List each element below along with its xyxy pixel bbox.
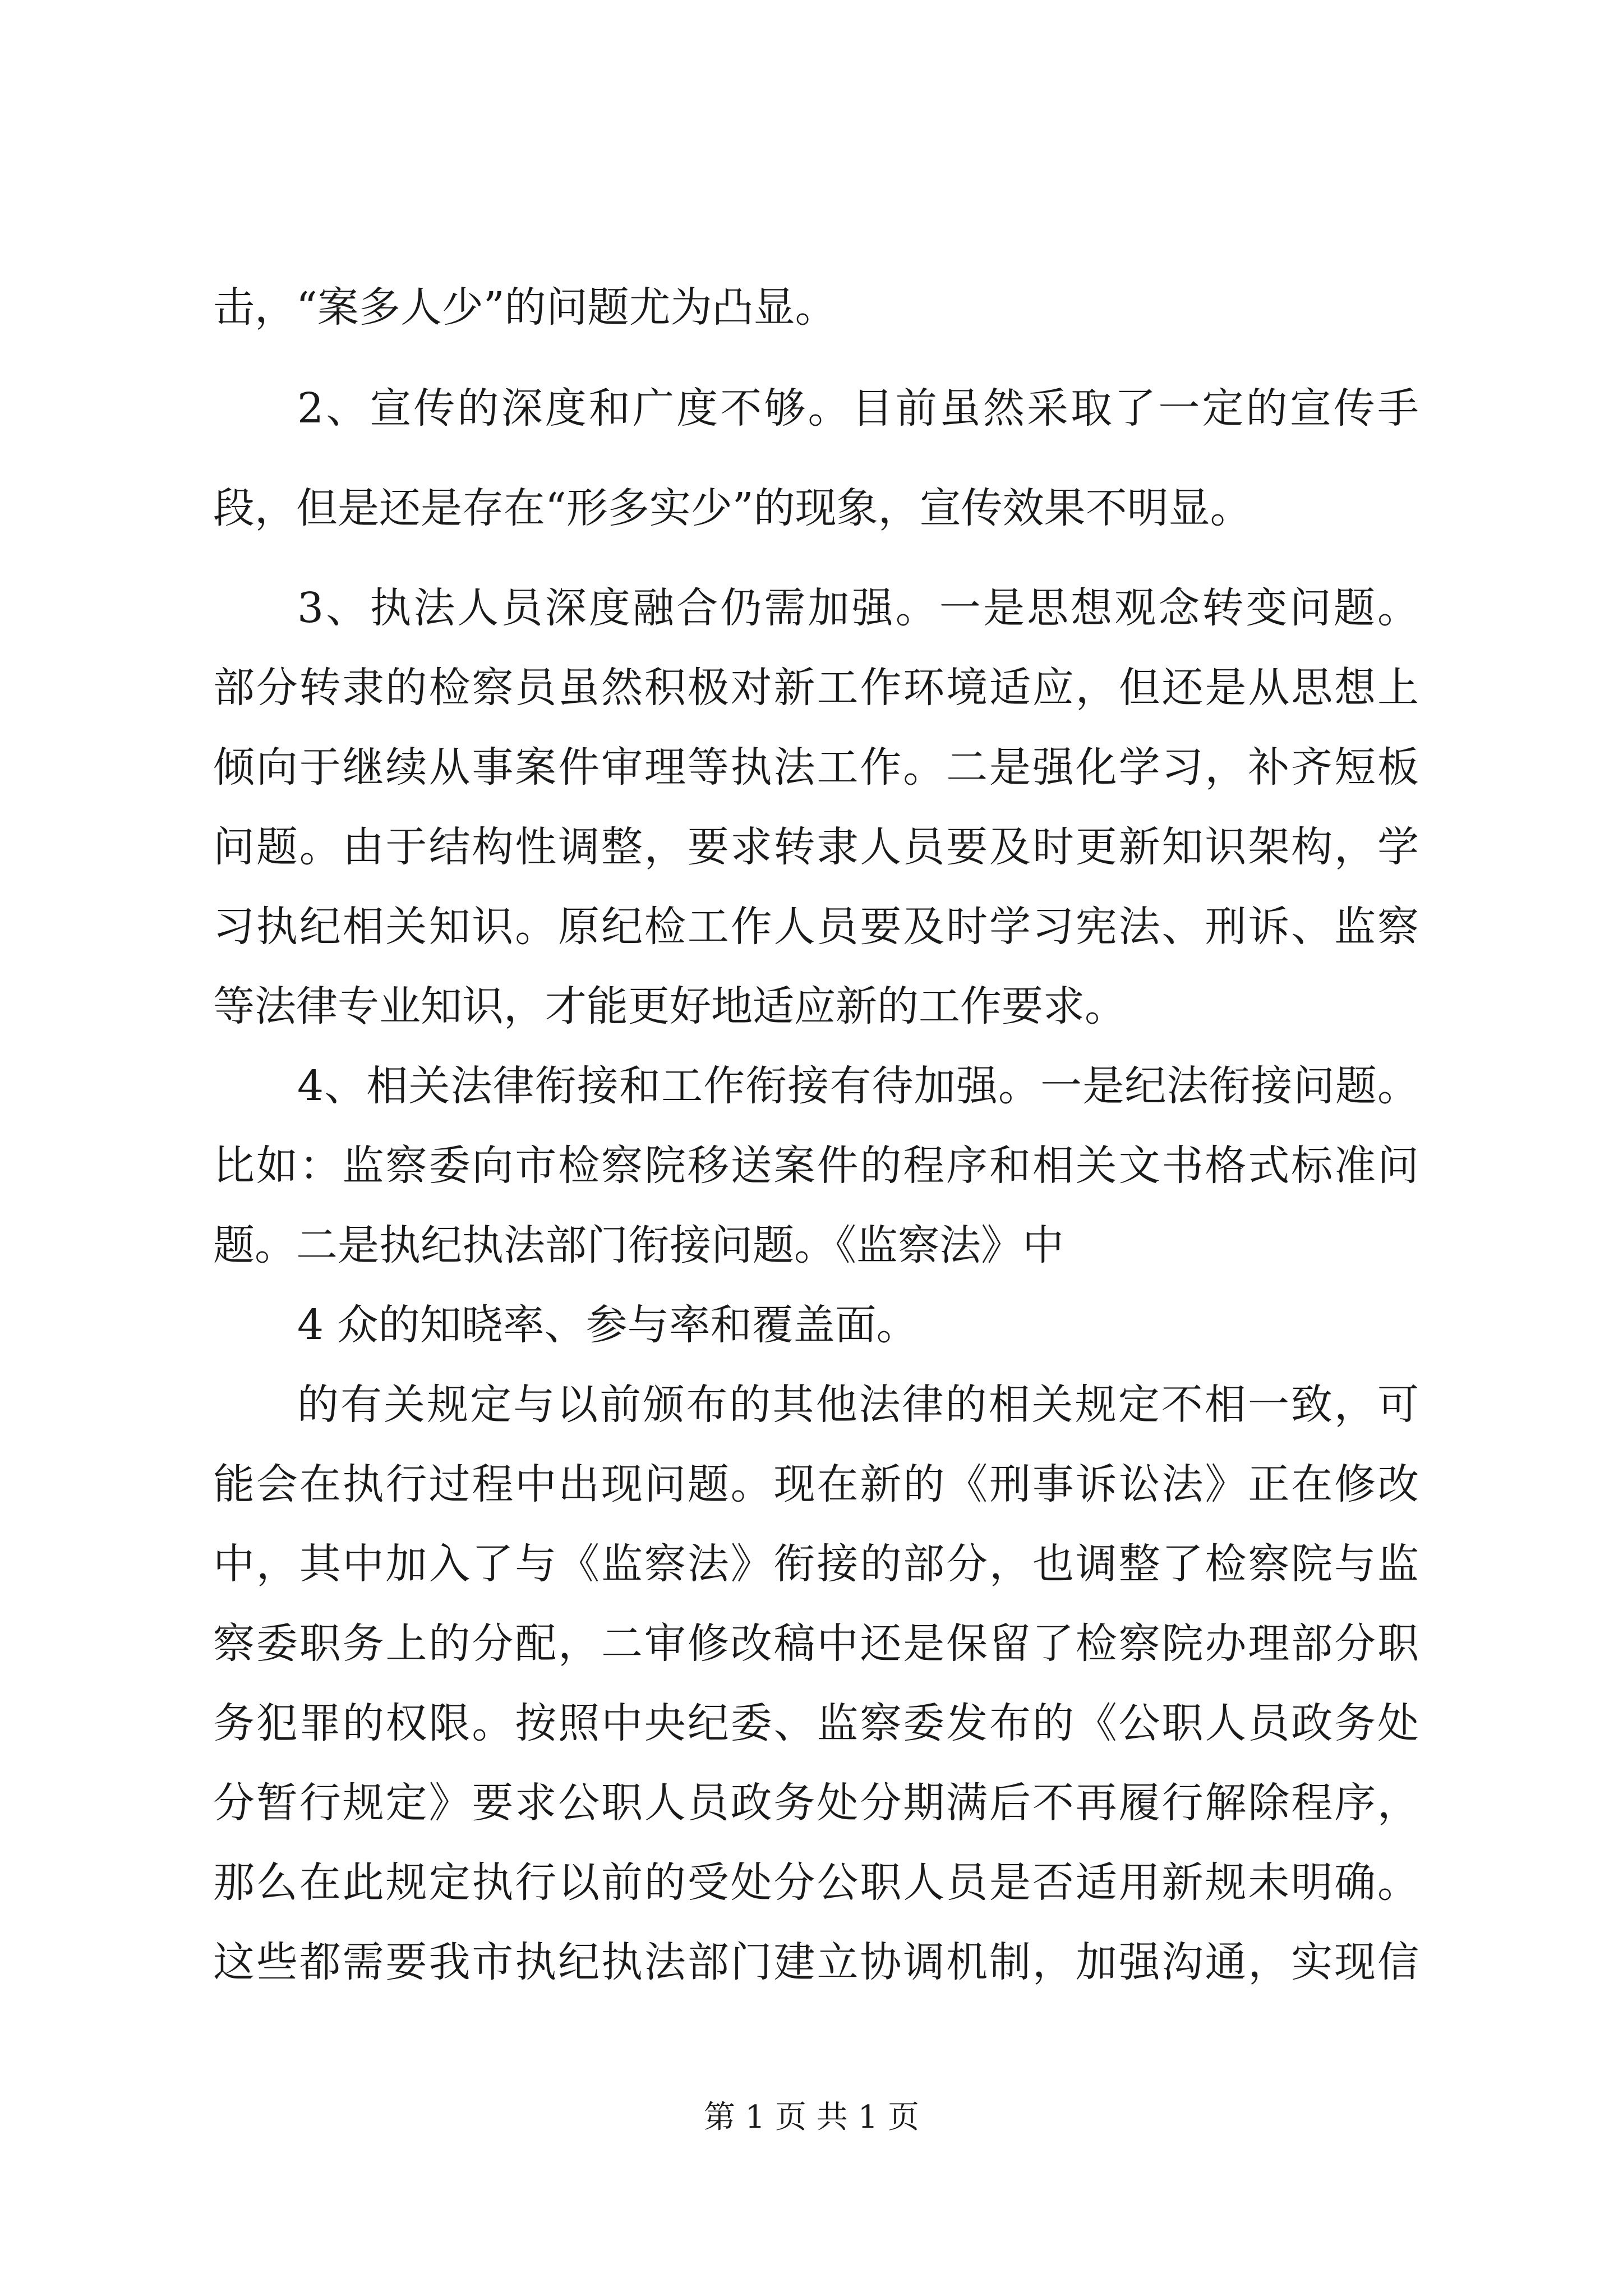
- text-line: 题。二是执纪执法部门衔接问题。《监察法》中: [213, 1221, 1064, 1269]
- text-line: 这些都需要我市执纪执法部门建立协调机制，加强沟通，实现信: [213, 1938, 1419, 1986]
- text-line: 倾向于继续从事案件审理等执法工作。二是强化学习，补齐短板: [213, 743, 1419, 792]
- text-line-fragment: 4 众的知晓率、参与率和覆盖面。: [297, 1301, 918, 1349]
- text-line: 部分转隶的检察员虽然积极对新工作环境适应，但还是从思想上: [213, 664, 1419, 712]
- text-line-continuation: 击，“案多人少”的问题尤为凸显。: [213, 283, 837, 332]
- page-number-footer: 第 1 页 共 1 页: [703, 2099, 920, 2136]
- text-line: 等法律专业知识，才能更好地适应新的工作要求。: [213, 982, 1126, 1030]
- text-line: 那么在此规定执行以前的受处分公职人员是否适用新规未明确。: [213, 1858, 1419, 1907]
- text-line: 问题。由于结构性调整，要求转隶人员要及时更新知识架构，学: [213, 823, 1419, 871]
- text-line: 察委职务上的分配，二审修改稿中还是保留了检察院办理部分职: [213, 1619, 1419, 1668]
- text-line-paragraph-5-start: 的有关规定与以前颁布的其他法律的相关规定不相一致，可: [297, 1381, 1419, 1429]
- text-line: 比如：监察委向市检察院移送案件的程序和相关文书格式标准问: [213, 1142, 1419, 1190]
- text-line: 段，但是还是存在“形多实少”的现象，宣传效果不明显。: [213, 484, 1252, 532]
- text-line: 分暂行规定》要求公职人员政务处分期满后不再履行解除程序，: [213, 1779, 1419, 1827]
- text-line: 能会在执行过程中出现问题。现在新的《刑事诉讼法》正在修改: [213, 1460, 1419, 1508]
- text-line: 中，其中加入了与《监察法》衔接的部分，也调整了检察院与监: [213, 1540, 1419, 1588]
- text-line-paragraph-4-start: 4、相关法律衔接和工作衔接有待加强。一是纪法衔接问题。: [297, 1062, 1419, 1110]
- text-line-paragraph-2-start: 2、宣传的深度和广度不够。目前虽然采取了一定的宣传手: [297, 384, 1419, 432]
- text-line-paragraph-3-start: 3、执法人员深度融合仍需加强。一是思想观念转变问题。: [297, 584, 1419, 632]
- text-line: 习执纪相关知识。原纪检工作人员要及时学习宪法、刑诉、监察: [213, 903, 1419, 951]
- text-line: 务犯罪的权限。按照中央纪委、监察委发布的《公职人员政务处: [213, 1699, 1419, 1747]
